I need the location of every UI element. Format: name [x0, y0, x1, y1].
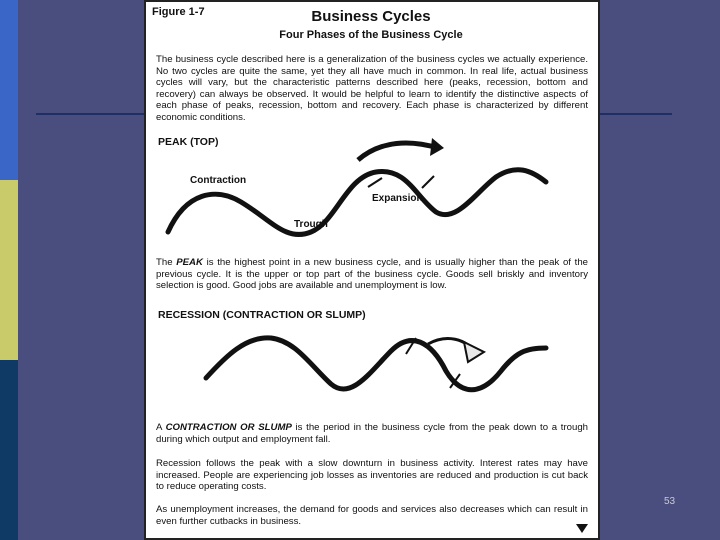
left-accent-stripe-blue	[0, 0, 18, 180]
left-accent-stripe-olive	[0, 180, 18, 360]
label-expansion: Expansion	[372, 193, 423, 204]
left-accent-stripe-navy	[0, 360, 18, 540]
recession-cycle-diagram	[146, 316, 598, 416]
phase-tick	[368, 178, 382, 187]
cycle-wave-line	[206, 338, 546, 390]
label-contraction: Contraction	[190, 175, 247, 186]
recession-paragraph: Recession follows the peak with a slow downturn in business activity. Interest rates may have increased. People are experiencing job losses as inventories are reduced and production is cut back to reduce operating costs.	[156, 458, 588, 492]
page-subtitle: Four Phases of the Business Cycle	[279, 29, 463, 41]
contraction-paragraph: A CONTRACTION OR SLUMP is the period in the business cycle from the peak down to a trough during which output and employment fall.	[156, 422, 588, 445]
divider-line-left	[36, 113, 148, 115]
page-down-arrow-icon[interactable]	[576, 524, 588, 533]
section-heading-recession: RECESSION (CONTRACTION OR SLUMP)	[158, 309, 366, 321]
slide-number: 53	[664, 496, 676, 507]
phase-tick	[422, 176, 434, 188]
label-trough: Trough	[294, 219, 328, 230]
divider-line-right	[600, 113, 672, 115]
peak-cycle-diagram	[146, 132, 598, 247]
peak-paragraph: The PEAK is the highest point in a new business cycle, and is usually higher than the peak of the previous cycle. It is the upper or top part of the business cycle. Goods sell briskly and inventory selection is good. Good jobs are available and unemployment is low.	[156, 257, 589, 291]
figure-label: Figure 1-7	[152, 6, 205, 18]
peak-arrow-shaft	[358, 143, 438, 160]
intro-paragraph: The business cycle described here is a generalization of the business cycles we actually experience. No two cycles are quite the same, yet they all have much in common. In real life, actual business cycles will vary, but the characteristic patterns described here (peaks, recession, bottom and recovery) can always be observed. It would be helpful to learn to identify the distinctive aspects of each phase of peaks, recession, bottom and recovery. Each phase is characterized by different economic conditions.	[156, 54, 588, 123]
recession-arrow-head	[464, 342, 484, 362]
page-title: Business Cycles	[311, 8, 431, 25]
document-page	[144, 0, 600, 540]
unemployment-paragraph: As unemployment increases, the demand for goods and services also decreases which can result in even further cutbacks in business.	[156, 504, 588, 527]
term-peak: PEAK	[176, 257, 203, 268]
term-contraction: CONTRACTION OR SLUMP	[165, 422, 292, 433]
peak-arrow-head	[430, 138, 444, 156]
section-heading-peak: PEAK (TOP)	[158, 136, 219, 148]
